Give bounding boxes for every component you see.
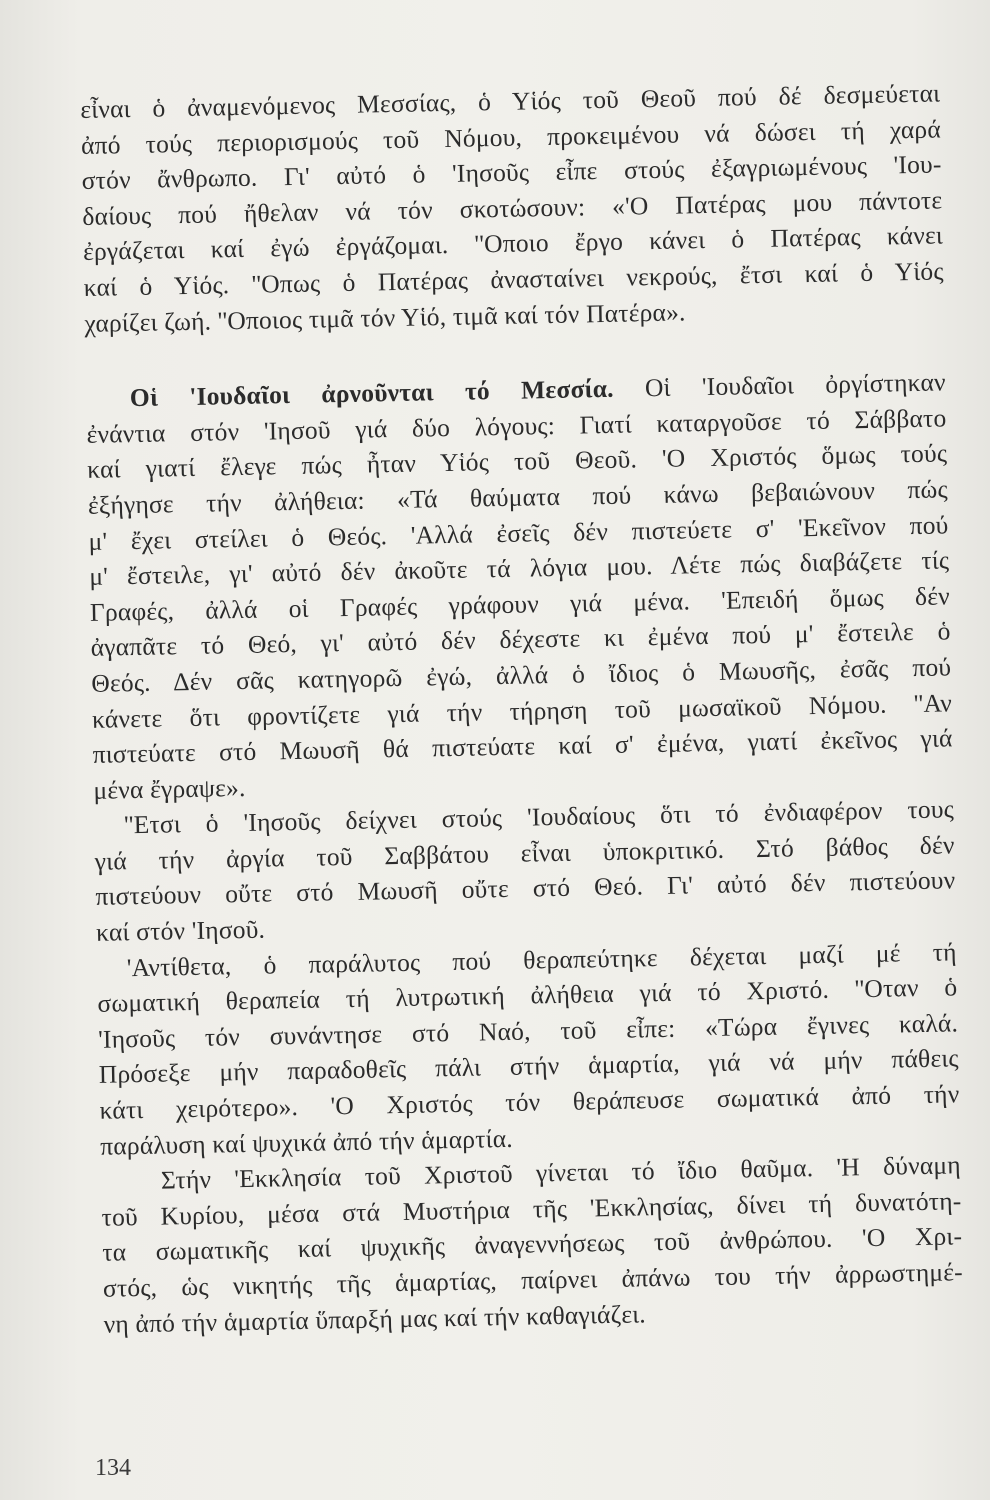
text-line: Στήν 'Εκκλησία τοῦ Χριστοῦ γίνεται τό ἴδιο θαῦμα. 'Η δύναμη [160,1150,962,1195]
text-line: καί γιατί ἔλεγε πώς ἦταν Υἱός τοῦ Θεοῦ. 'Ο Χριστός ὅμως τούς [86,438,948,485]
paragraph-3 [94,792,957,951]
text-line: μ' ἔστειλε, γι' αὐτό δέν ἀκοῦτε τά λόγια μου. Λέτε πώς διαβάζετε τίς [89,545,950,592]
text-line: πιστεύατε στό Μωυσῆ θά πιστεύατε καί σ' ἐμένα, γιατί ἐκεῖνος γιά [92,723,953,769]
paragraph-5 [101,1148,964,1342]
text-line: 'Ιησοῦς τόν συνάντησε στό Ναό, τοῦ εἶπε: «Τώρα ἔγινες καλά. [97,1008,959,1054]
text-line: ἐργάζεται καί ἐγώ ἐργάζομαι. ''Οποιο ἔργο κάνει ὁ Πατέρας κάνει [82,220,944,267]
text-line: στός, ὡς νικητής τῆς ἁμαρτίας, παίρνει ἀπάνω του τήν ἀρρωστημέ- [102,1257,964,1303]
paragraph-1 [80,75,945,341]
text-line: δαίους πού ἤθελαν νά τόν σκοτώσουν: «'Ο Πατέρας μου πάντοτε [82,185,943,231]
section-heading: Οἱ 'Ιουδαῖοι ἀρνοῦνται τό Μεσσία. [129,373,615,413]
text-line: Πρόσεξε μήν παραδοθεῖς πάλι στήν ἁμαρτία, γιά νά μήν πάθεις [98,1043,959,1090]
text-line: τοῦ Κυρίου, μέσα στά Μυστήρια τῆς 'Εκκλησίας, δίνει τή δυνατότη- [101,1186,962,1232]
text-line: στόν ἄνθρωπο. Γι' αὐτό ὁ 'Ιησοῦς εἶπε στούς ἐξαγριωμένους 'Ιου- [81,149,942,196]
text-line: εἶναι ὁ ἀναμενόμενος Μεσσίας, ὁ Υἱός τοῦ Θεοῦ πού δέ δεσμεύεται [80,78,941,124]
text-line: μένα ἔγραψε». [93,772,246,805]
text-line: μ' ἔχει στείλει ὁ Θεός. 'Αλλά ἐσεῖς δέν πιστεύετε σ' 'Εκεῖνον πού [88,509,949,556]
text-line: γιά τήν ἀργία τοῦ Σαββάτου εἶναι ὑποκριτικό. Στό βάθος δέν [94,830,955,876]
text-line: τα σωματικῆς καί ψυχικῆς ἀναγεννήσεως τοῦ ἀνθρώπου. 'Ο Χρι- [102,1221,963,1268]
text-line: Γραφές, ἀλλά οἱ Γραφές γράφουν γιά μένα. 'Επειδή ὅμως δέν [89,581,951,627]
text-line: κάνετε ὅτι φροντίζετε γιά τήν τήρηση τοῦ μωσαϊκοῦ Νόμου. ''Αν [91,687,953,734]
text-line: παράλυση καί ψυχικά ἀπό τήν ἁμαρτία. [99,1123,514,1161]
text-line: πιστεύουν οὔτε στό Μωυσῆ οὔτε στό Θεό. Γι' αὐτό δέν πιστεύουν [95,865,956,912]
text-line: ἀπό τούς περιορισμούς τοῦ Νόμου, προκειμένου νά δώσει τή χαρά [80,114,942,160]
page-number: 134 [95,1455,131,1481]
heading-line-text: Οἱ 'Ιουδαῖοι ὀργίστηκαν [644,367,947,403]
text-line: ''Ετσι ὁ 'Ιησοῦς δείχνει στούς 'Ιουδαίους ὅτι τό ἐνδιαφέρον τους [123,794,955,840]
paragraph-4 [96,934,960,1164]
body-text [80,75,964,1341]
text-line: σωματική θεραπεία τή λυτρωτική ἀλήθεια γιά τό Χριστό. ''Οταν ὁ [97,972,958,1019]
text-line: καί ὁ Υἱός. ''Οπως ὁ Πατέρας ἀνασταίνει νεκρούς, ἔτσι καί ὁ Υἱός [83,256,944,302]
text-line: 'Αντίθετα, ὁ παράλυτος πού θεραπεύτηκε δέχεται μαζί μέ τή [126,936,957,982]
text-line: ἐξήγησε τήν ἀλήθεια: «Τά θαύματα πού κάνω βεβαιώνουν πώς [87,474,949,520]
text-line: κάτι χειρότερο». 'Ο Χριστός τόν θεράπευσε σωματικά ἀπό τήν [99,1079,960,1125]
text-line: νη ἀπό τήν ἁμαρτία ὕπαρξή μας καί τήν καθαγιάζει. [103,1298,647,1339]
text-line: ἐνάντια στόν 'Ιησοῦ γιά δύο λόγους: Γιατί καταργοῦσε τό Σάββατο [86,403,947,449]
text-line: Θεός. Δέν σᾶς κατηγορῶ ἐγώ, ἀλλά ὁ ἴδιος ὁ Μωυσῆς, ἐσᾶς πού [91,652,952,698]
text-line: ἀγαπᾶτε τό Θεό, γι' αὐτό δέν δέχεστε κι ἐμένα πού μ' ἔστειλε ὁ [90,616,951,663]
text-line: χαρίζει ζωή. ''Οποιος τιμᾶ τόν Υἱό, τιμᾶ καί τόν Πατέρα». [84,296,686,338]
text-line: καί στόν 'Ιησοῦ. [95,914,266,947]
paragraph-2 [86,365,954,809]
